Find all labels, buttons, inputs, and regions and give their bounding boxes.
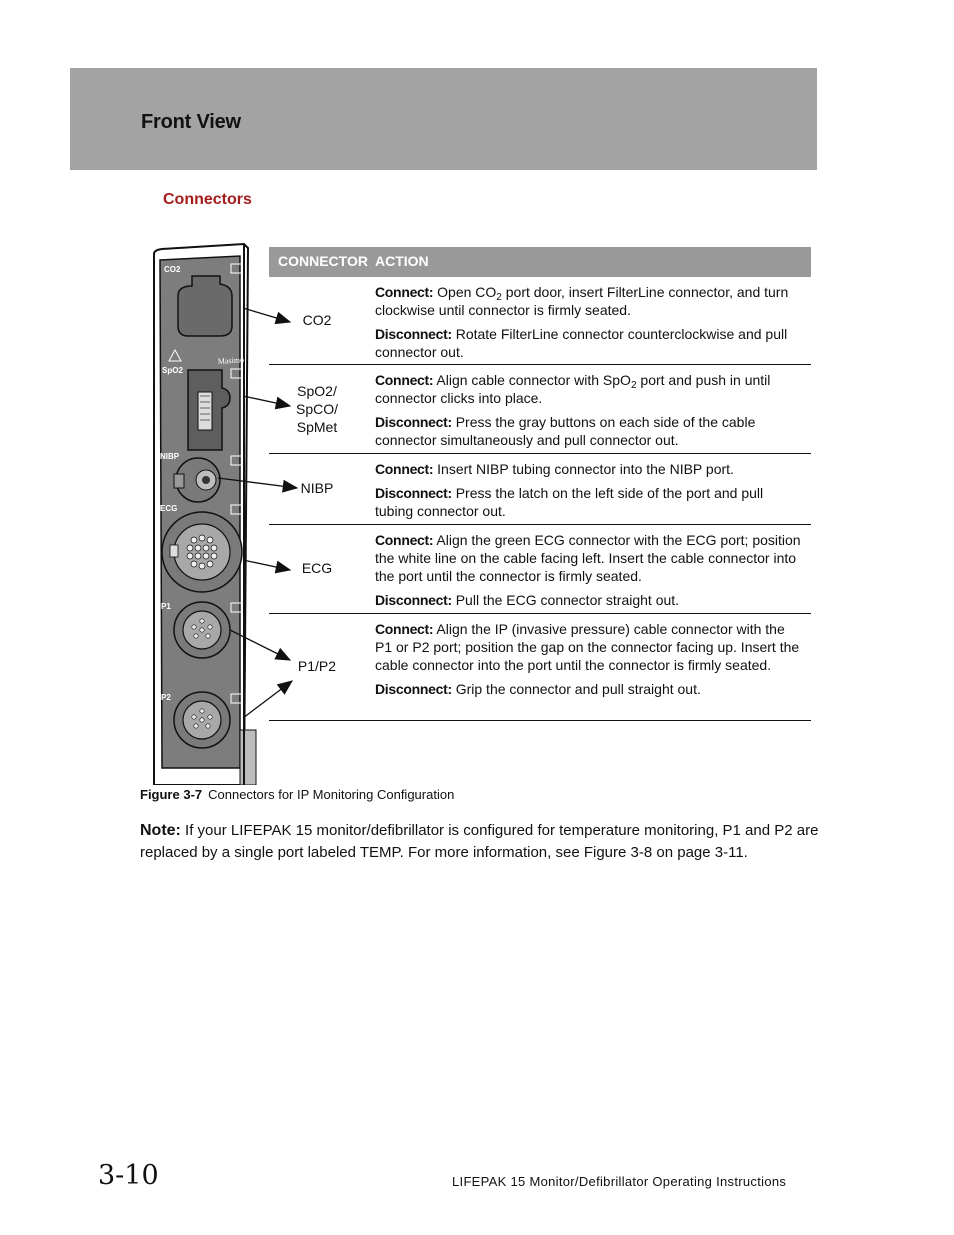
connect-label: Connect:: [375, 372, 434, 388]
figure-caption: [140, 787, 454, 802]
disconnect-label: Disconnect:: [375, 485, 452, 501]
connector-table: [269, 247, 811, 721]
disconnect-text: Press the latch on the left side of the port and pull tubing connector out.: [375, 485, 764, 519]
connector-name: CO2: [302, 312, 332, 328]
figure-text: Connectors for IP Monitoring Configuration: [208, 787, 455, 802]
connect-label: Connect:: [375, 284, 434, 300]
action-cell: [375, 277, 811, 369]
device-label-ecg: ECG: [160, 504, 178, 513]
action-cell: [375, 454, 811, 528]
connect-text: Insert NIBP tubing connector into the NIBP port.: [437, 461, 734, 477]
connector-name-line: SpMet: [296, 419, 338, 435]
note-text: If your LIFEPAK 15 monitor/defibrillator is configured for temperature monitoring, P1 and P2 are replaced by a single port labeled TEMP. For more information, see Figure 3-8 on page 3-11.: [140, 822, 819, 861]
table-row: [269, 614, 811, 721]
footer-title: LIFEPAK 15 Monitor/Defibrillator Operating Instructions: [452, 1174, 787, 1189]
connector-name: P1/P2: [297, 658, 337, 674]
connector-name-line: SpCO/: [295, 401, 338, 417]
action-cell: [375, 525, 811, 617]
action-cell: [375, 614, 811, 706]
disconnect-text: Rotate FilterLine connector counterclockwise and pull connector out.: [375, 326, 788, 360]
connect-text: port and push in until connector clicks into place.: [375, 372, 771, 406]
connect-text: Open CO: [437, 284, 497, 300]
section-title: Connectors: [163, 191, 252, 208]
disconnect-text: Press the gray buttons on each side of the cable connector simultaneously and pull connector out.: [375, 414, 756, 448]
connect-text: Align cable connector with SpO: [436, 372, 631, 388]
page-number: 3-10: [98, 1160, 159, 1191]
subscript: 2: [630, 380, 637, 391]
connect-label: Connect:: [375, 621, 434, 637]
device-label-spo2: SpO2: [162, 366, 183, 375]
table-row: [269, 525, 811, 614]
disconnect-text: Grip the connector and pull straight out.: [455, 681, 701, 697]
masimo-logo: Masimo: [217, 355, 245, 366]
note-label: Note:: [140, 822, 181, 839]
connector-name-line: SpO2/: [297, 383, 337, 399]
table-header: [269, 247, 811, 277]
device-label-co2: CO2: [164, 265, 181, 274]
connect-text: Align the IP (invasive pressure) cable connector with the P1 or P2 port; position the gap on the connector facing up. Insert the cable connector into the port until the connector is firmly seated.: [375, 621, 800, 673]
device-label-p1: P1: [161, 602, 171, 611]
connector-name: [269, 382, 365, 436]
disconnect-label: Disconnect:: [375, 326, 452, 342]
device-label-nibp: NIBP: [160, 452, 180, 461]
device-label-p2: P2: [161, 693, 171, 702]
connect-label: Connect:: [375, 461, 434, 477]
disconnect-label: Disconnect:: [375, 592, 452, 608]
connect-text: port door, insert FilterLine connector, and turn clockwise until connector is firmly seated.: [375, 284, 789, 318]
col-action-header: ACTION: [375, 253, 429, 269]
table-row: [269, 454, 811, 525]
disconnect-label: Disconnect:: [375, 681, 452, 697]
connector-name: ECG: [301, 560, 333, 576]
page-title: Front View: [141, 111, 241, 133]
note-paragraph: [140, 820, 820, 864]
subscript: 2: [496, 292, 502, 303]
connector-name: NIBP: [300, 480, 334, 496]
col-connector-header: CONNECTOR: [278, 253, 368, 269]
disconnect-text: Pull the ECG connector straight out.: [455, 592, 680, 608]
table-row: [269, 277, 811, 365]
action-cell: [375, 365, 811, 457]
figure-number: Figure 3-7: [140, 787, 203, 802]
connect-text: Align the green ECG connector with the ECG port; position the white line on the cable facing left. Insert the cable connector into the port until the connector is firmly seated.: [375, 532, 801, 584]
table-row: [269, 365, 811, 454]
disconnect-label: Disconnect:: [375, 414, 452, 430]
connect-label: Connect:: [375, 532, 434, 548]
